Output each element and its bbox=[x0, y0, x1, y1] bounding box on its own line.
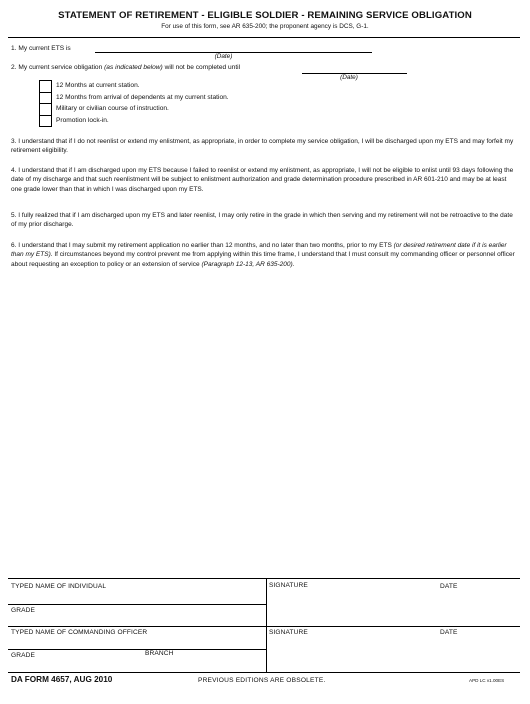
option-12-months-station-label: 12 Months at current station. bbox=[56, 82, 140, 89]
form-subtitle: For use of this form, see AR 635-200; the proponent agency is DCS, G-1. bbox=[161, 23, 369, 30]
service-obligation-date-field[interactable] bbox=[302, 64, 407, 73]
item2-label-end: will not be completed until bbox=[164, 64, 241, 71]
grade-co-label: GRADE bbox=[11, 652, 35, 659]
option-promotion-lock-in-label: Promotion lock-in. bbox=[56, 117, 109, 124]
divider-name-grade bbox=[8, 604, 266, 605]
grade-individual-label: GRADE bbox=[11, 607, 35, 614]
form-number: DA FORM 4657, AUG 2010 bbox=[11, 675, 113, 684]
option-course-of-instruction-label: Military or civilian course of instruction. bbox=[56, 105, 169, 112]
item6-paragraph bbox=[11, 241, 517, 269]
item3-paragraph: 3. I understand that if I do not reenlist or extend my enlistment, as appropriate, in order to complete my service obligation, I will be discharged upon my ETS and may forfeit my retirement eligibility. bbox=[11, 138, 514, 155]
divider-individual-co bbox=[8, 626, 520, 627]
grade-co-field[interactable] bbox=[11, 661, 141, 671]
date-co-label: DATE bbox=[440, 629, 458, 636]
item5-paragraph: 5. I fully realized that if I am discharged upon my ETS and later reenlist, I may only retire in the grade in which then serving and my retirement will not be retroactive to the date of my prior discharge. bbox=[11, 212, 513, 229]
branch-co-label: BRANCH bbox=[145, 650, 174, 657]
item6-text-b: (or desired retirement date if it is earlier than my ETS). bbox=[11, 242, 507, 259]
checkbox-12-months-station[interactable] bbox=[39, 80, 52, 92]
item2-label-italic: (as indicated below) bbox=[104, 64, 163, 71]
service-obligation-date-caption: (Date) bbox=[340, 74, 358, 81]
checkbox-promotion-lock-in[interactable] bbox=[39, 115, 52, 128]
date-individual-label: DATE bbox=[440, 583, 458, 590]
date-co-field[interactable] bbox=[440, 638, 516, 670]
typed-name-co-field[interactable] bbox=[11, 638, 261, 648]
date-individual-field[interactable] bbox=[440, 592, 516, 624]
item6-text-a: 6. I understand that I may submit my retirement application no earlier than 12 months, and no later than two months, prior to my ETS bbox=[11, 242, 392, 249]
header-divider bbox=[8, 37, 520, 38]
signature-co-label: SIGNATURE bbox=[269, 629, 308, 636]
signature-co-field[interactable] bbox=[269, 638, 434, 670]
typed-name-individual-field[interactable] bbox=[11, 592, 261, 602]
signature-individual-field[interactable] bbox=[269, 592, 434, 624]
item4-paragraph: 4. I understand that if I am discharged upon my ETS because I failed to reenlist or extend my enlistment, as appropriate, I will not be eligible to enlist until 93 days following the date of my discharge and that such reenlistment will be subject to enlistment authorization and grade determination procedure prescribed in AR 601-210 and may be at least one grade lower than that in which I was discharged upon my ETS. bbox=[11, 167, 514, 193]
divider-co-name-grade bbox=[8, 649, 266, 650]
item2-label bbox=[11, 63, 240, 73]
item6-text-d: (Paragraph 12-13, AR 635-200). bbox=[201, 260, 295, 268]
typed-name-individual-label: TYPED NAME OF INDIVIDUAL bbox=[11, 583, 107, 590]
form-title: STATEMENT OF RETIREMENT - ELIGIBLE SOLDIER - REMAINING SERVICE OBLIGATION bbox=[58, 10, 472, 21]
signature-individual-label: SIGNATURE bbox=[269, 582, 308, 589]
grade-individual-field[interactable] bbox=[11, 615, 261, 625]
item6-text-c: If circumstances beyond my control prevent me from applying within this time frame, I understand that I must consult my commanding officer or personnel officer about requesting an exception to policy or an extension of service bbox=[11, 251, 515, 268]
current-ets-field[interactable] bbox=[95, 43, 372, 52]
item2-label-start: 2. My current service obligation bbox=[11, 64, 103, 71]
current-ets-date-caption: (Date) bbox=[214, 53, 233, 60]
branch-co-field[interactable] bbox=[145, 659, 261, 670]
apd-version: APD LC v1.00ES bbox=[469, 678, 505, 683]
checkbox-course-of-instruction[interactable] bbox=[39, 103, 52, 115]
typed-name-co-label: TYPED NAME OF COMMANDING OFFICER bbox=[11, 629, 148, 636]
checkbox-12-months-dependents[interactable] bbox=[39, 92, 52, 104]
previous-editions-notice: PREVIOUS EDITIONS ARE OBSOLETE. bbox=[198, 677, 326, 684]
signature-block bbox=[8, 578, 520, 673]
option-12-months-dependents-label: 12 Months from arrival of dependents at my current station. bbox=[56, 94, 229, 101]
item1-label: 1. My current ETS is bbox=[11, 45, 71, 52]
